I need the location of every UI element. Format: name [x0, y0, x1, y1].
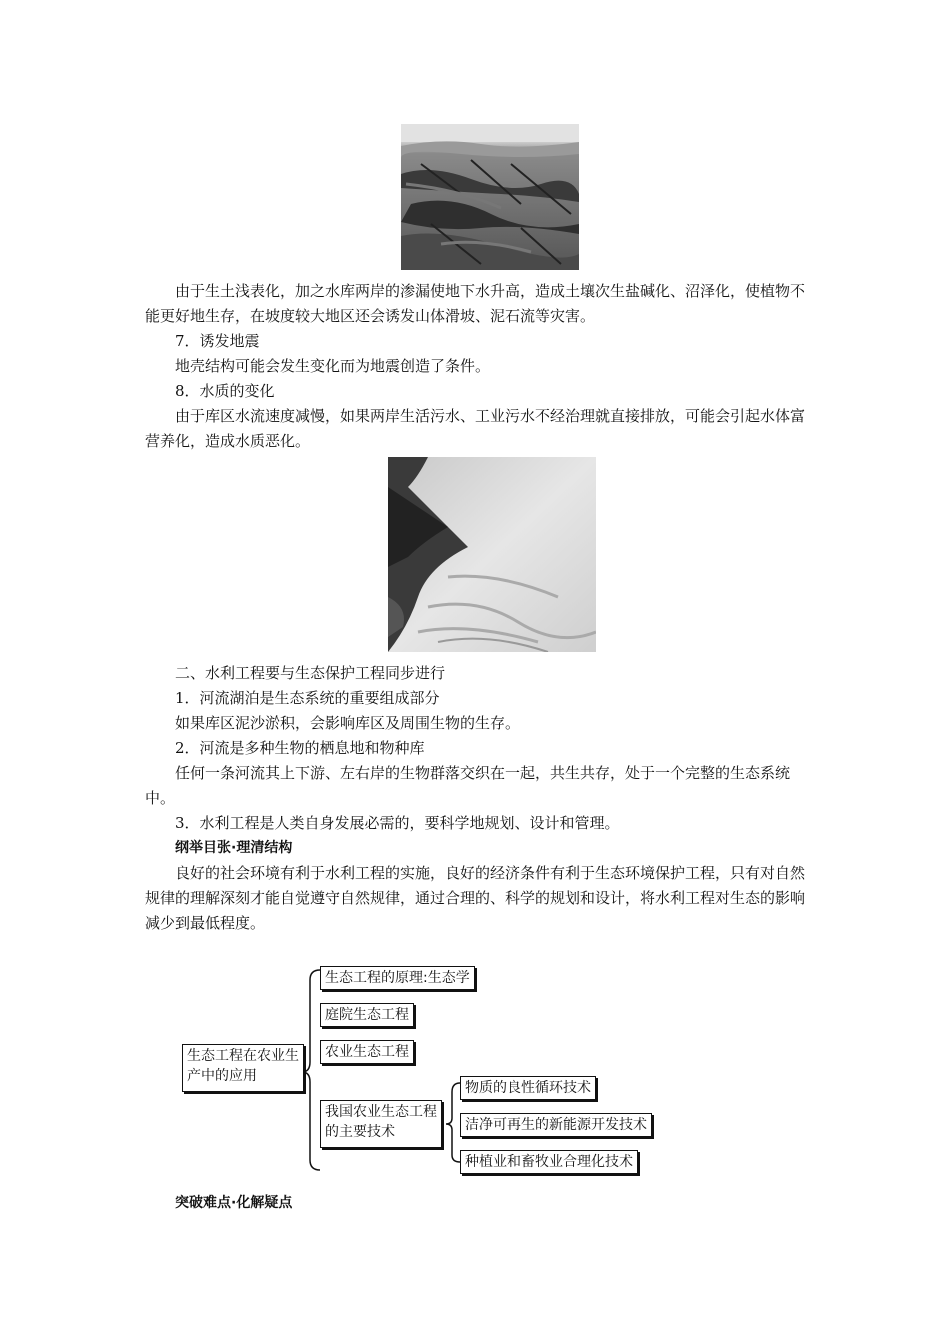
item-7-heading: 7．诱发地震: [175, 332, 260, 350]
diagram-branch-courtyard: 庭院生态工程: [320, 1003, 414, 1027]
diagram-branch-principle: 生态工程的原理:生态学: [320, 966, 475, 990]
diagram-branch-agricultural: 农业生态工程: [320, 1040, 414, 1064]
s2-item-1-heading: 1．河流湖泊是生态系统的重要组成部分: [175, 689, 440, 707]
diagram-sub-energy-tech: 洁净可再生的新能源开发技术: [460, 1113, 652, 1137]
item-8-text: 由于库区水流速度减慢，如果两岸生活污水、工业污水不经治理就直接排放，可能会引起水体富营养化，造成水质恶化。: [145, 407, 806, 450]
s2-item-1-text: 如果库区泥沙淤积，会影响库区及周围生物的生存。: [175, 714, 521, 732]
item-8-heading: 8．水质的变化: [175, 382, 275, 400]
diagram-branch-main-tech: 我国农业生态工程的主要技术: [320, 1100, 442, 1148]
structure-text: 良好的社会环境有利于水利工程的实施，良好的经济条件有利于生态环境保护工程，只有对自然规律的理解深刻才能自觉遵守自然规律，通过合理的、科学的规划和设计，将水利工程对生态的影响减少到最低程度。: [145, 864, 806, 932]
diagram-sub-farming-tech: 种植业和畜牧业合理化技术: [460, 1150, 638, 1174]
section-2-heading: 二、水利工程要与生态保护工程同步进行: [175, 664, 446, 682]
s2-item-2-heading: 2．河流是多种生物的栖息地和物种库: [175, 739, 425, 757]
structure-heading: 纲举目张·理清结构: [175, 840, 293, 856]
diagram-root: 生态工程在农业生产中的应用: [182, 1044, 304, 1092]
difficulty-heading: 突破难点·化解疑点: [175, 1195, 293, 1211]
paragraph-1: 由于生土浅表化，加之水库两岸的渗漏使地下水升高，造成土壤次生盐碱化、沼泽化，使植物不能更好地生存，在坡度较大地区还会诱发山体滑坡、泥石流等灾害。: [145, 282, 806, 325]
diagram-sub-cycle-tech: 物质的良性循环技术: [460, 1076, 596, 1100]
s2-item-3: 3．水利工程是人类自身发展必需的，要科学地规划、设计和管理。: [175, 814, 620, 832]
item-7-text: 地壳结构可能会发生变化而为地震创造了条件。: [175, 357, 491, 375]
s2-item-2-text: 任何一条河流其上下游、左右岸的生物群落交织在一起，共生共存，处于一个完整的生态系统中。: [145, 764, 791, 807]
